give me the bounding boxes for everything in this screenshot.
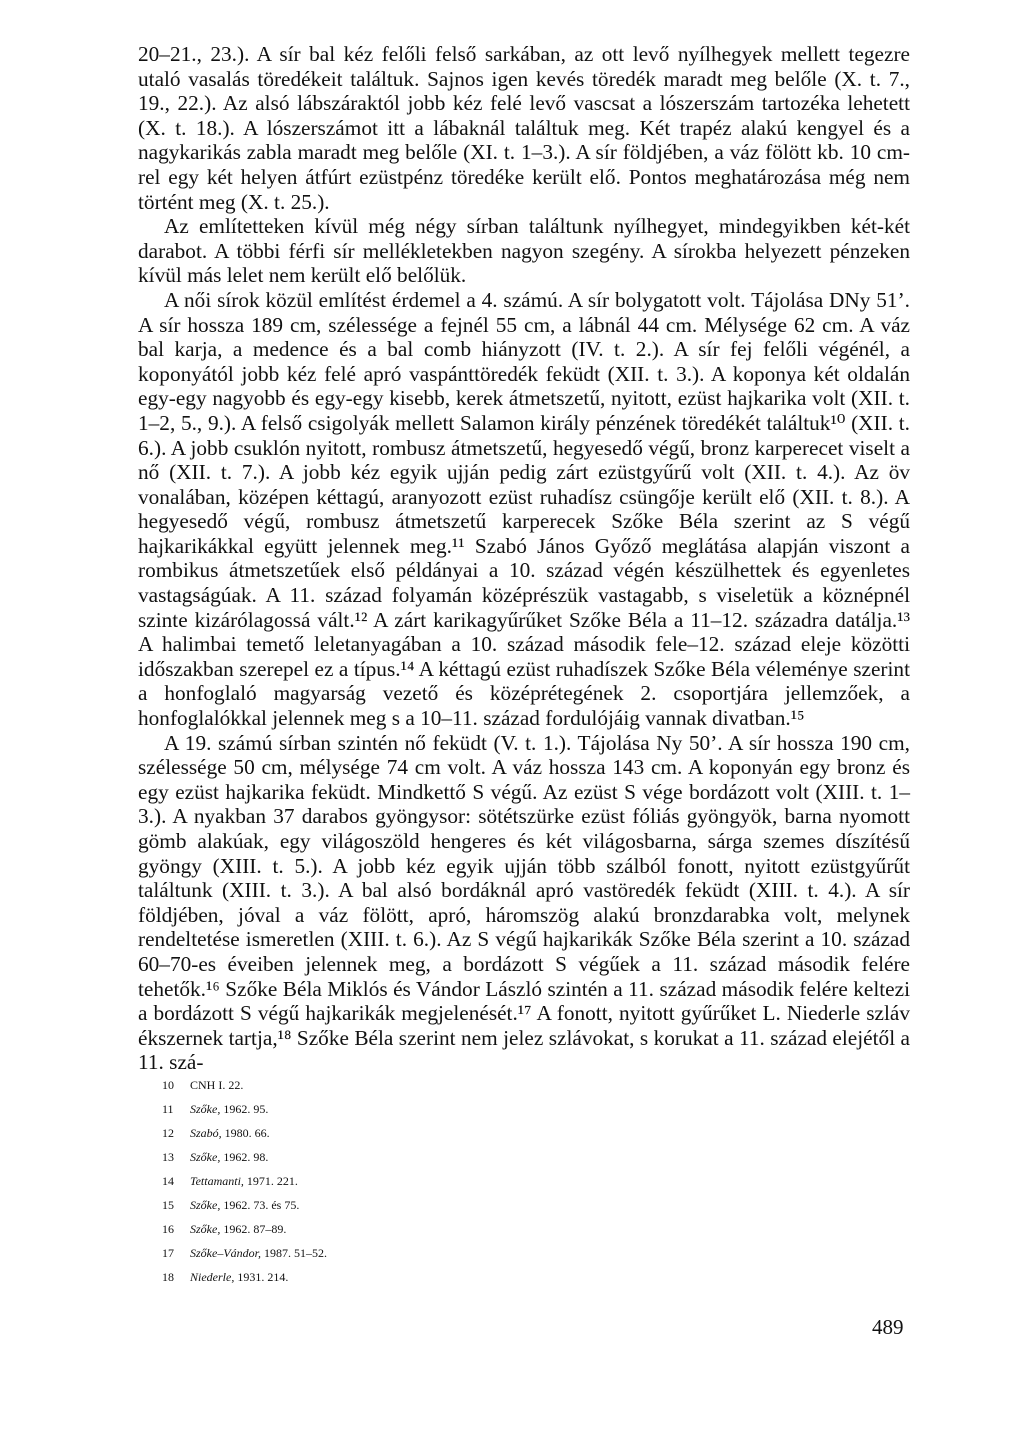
footnote-author: Szabó,: [190, 1126, 222, 1140]
footnote: [162, 1121, 682, 1145]
footnote-author: Szőke,: [190, 1222, 221, 1236]
footnote-author: Szőke,: [190, 1150, 221, 1164]
footnote-author: Szőke–Vándor,: [190, 1246, 261, 1260]
footnote: [162, 1217, 682, 1241]
body-text: [138, 42, 910, 1075]
footnote-number: 16: [162, 1222, 174, 1236]
footnote: [162, 1241, 682, 1265]
footnote-number: 10: [162, 1078, 174, 1092]
footnote-ref: 1962. 98.: [220, 1150, 269, 1164]
footnote: [162, 1073, 682, 1097]
footnote-ref: 1971. 221.: [243, 1174, 298, 1188]
footnote-number: 17: [162, 1246, 174, 1260]
paragraph-1: 20–21., 23.). A sír bal kéz felőli felső sarkában, az ott levő nyílhegyek mellett tegezre utaló vasalás töredékeit találtuk. Sajnos igen kevés töredék maradt meg belőle (X. t. 7., 19., 22.). Az alsó lábszáraktól jobb kéz felé levő vascsat a lószerszám tartozéka lehetett (X. t. 18.). A lószerszámot itt a lábaknál találtuk meg. Két trapéz alakú kengyel és a nagykarikás zabla maradt meg belőle (XI. t. 1–3.). A sír földjében, a váz fölött kb. 10 cm-rel egy két helyen átfúrt ezüstpénz töredéke került elő. Pontos meghatározása még nem történt meg (X. t. 25.).: [138, 42, 910, 214]
page-number: 489: [872, 1315, 904, 1339]
footnote-number: 13: [162, 1150, 174, 1164]
footnote-number: 14: [162, 1174, 174, 1188]
footnote-ref: 1962. 87–89.: [220, 1222, 287, 1236]
footnote-number: 15: [162, 1198, 174, 1212]
footnote-ref: 1962. 95.: [220, 1102, 269, 1116]
paragraph-2: Az említetteken kívül még négy sírban találtunk nyílhegyet, mindegyikben két-két darabot. A többi férfi sír mellékletekben nagyon szegény. A sírokba helyezett pénzeken kívül más lelet nem került elő belőlük.: [138, 214, 910, 288]
footnote-author: Niederle,: [190, 1270, 235, 1284]
footnote: [162, 1265, 682, 1289]
footnote-number: 11: [162, 1102, 174, 1116]
paragraph-4: A 19. számú sírban szintén nő feküdt (V. t. 1.). Tájolása Ny 50’. A sír hossza 190 cm, szélessége 50 cm, mélysége 74 cm volt. A váz hossza 143 cm. A koponyán egy bronz és egy ezüst hajkarika feküdt. Mindkettő S végű. Az ezüst S vége bordázott volt (XIII. t. 1–3.). A nyakban 37 darabos gyöngysor: sötétszürke ezüst fóliás gyöngyök, barna nyomott gömb alakúak, egy világoszöld hengeres és két világosbarna, sárga szemes díszítésű gyöngy (XIII. t. 5.). A jobb kéz egyik ujján több szálból fonott, nyitott ezüstgyűrűt találtunk (XIII. t. 3.). A bal alsó bordáknál apró vastöredék feküdt (XIII. t. 4.). A sír földjében, jóval a váz fölött, apró, háromszög alakú bronzdarabka volt, melynek rendeltetése ismeretlen (XIII. t. 6.). Az S végű hajkarikák Szőke Béla szerint a 10. század 60–70-es éveiben jelennek meg, a bordázott S végűek a 11. század második felére tehetők.¹⁶ Szőke Béla Miklós és Vándor László szintén a 11. század második felére keltezi a bordázott S végű hajkarikák megjelenését.¹⁷ A fonott, nyitott gyűrűket L. Niederle szláv ékszernek tartja,¹⁸ Szőke Béla szerint nem jelez szlávokat, s korukat a 11. század elejétől a 11. szá-: [138, 730, 910, 1075]
footnote-author: Szőke,: [190, 1102, 221, 1116]
footnote-author: Szőke,: [190, 1198, 221, 1212]
footnote-ref: 1931. 214.: [234, 1270, 289, 1284]
footnotes: [162, 1073, 682, 1289]
footnote: [162, 1193, 682, 1217]
footnote: [162, 1097, 682, 1121]
footnote-ref: 1980. 66.: [221, 1126, 270, 1140]
footnote-ref: 1987. 51–52.: [261, 1246, 327, 1260]
footnote-number: 12: [162, 1126, 174, 1140]
paragraph-3: A női sírok közül említést érdemel a 4. számú. A sír bolygatott volt. Tájolása DNy 51’. A sír hossza 189 cm, szélessége a fejnél 55 cm, a lábnál 44 cm. Mélysége 62 cm. A váz bal karja, a medence és a bal comb hiányzott (IV. t. 2.). A sír fej felőli végénél, a koponyától jobb kéz felé apró vaspánttöredék feküdt (XII. t. 3.). A koponya két oldalán egy-egy nagyobb és egy-egy kisebb, kerek átmetszetű, nyitott, ezüst hajkarika volt (XII. t. 1–2, 5., 9.). A felső csigolyák mellett Salamon király pénzének töredékét találtuk¹⁰ (XII. t. 6.). A jobb csuklón nyitott, rombusz átmetszetű, hegyesedő végű, bronz karperecet viselt a nő (XII. t. 7.). A jobb kéz egyik ujján pedig zárt ezüstgyűrű volt (XII. t. 4.). Az öv vonalában, középen kéttagú, aranyozott ezüst ruhadísz csüngője került elő (XII. t. 8.). A hegyesedő végű, rombusz átmetszetű karperecek Szőke Béla szerint az S végű hajkarikákkal együtt jelennek meg.¹¹ Szabó János Győző meglátása alapján viszont a rombikus átmetszetűek első példányai a 10. század végén készülhettek és egyenletes vastagságúak. A 11. század folyamán középrészük vastagabb, s viseletük a köznépnél szinte kizárólagossá vált.¹² A zárt karikagyűrűket Szőke Béla a 11–12. századra datálja.¹³ A halimbai temető leletanyagában a 10. század második fele–12. század eleje közötti időszakban szerepel ez a típus.¹⁴ A kéttagú ezüst ruhadíszek Szőke Béla véleménye szerint a honfoglaló magyarság vezető és középrétegének 2. csoportjára jellemzőek, a honfoglalókkal jelennek meg s a 10–11. század fordulójáig vannak divatban.¹⁵: [138, 287, 910, 731]
footnote: [162, 1145, 682, 1169]
footnote-ref: 1962. 73. és 75.: [220, 1198, 300, 1212]
footnote: [162, 1169, 682, 1193]
footnote-author: Tettamanti,: [190, 1174, 244, 1188]
footnote-ref: CNH I. 22.: [190, 1078, 244, 1092]
footnote-number: 18: [162, 1270, 174, 1284]
